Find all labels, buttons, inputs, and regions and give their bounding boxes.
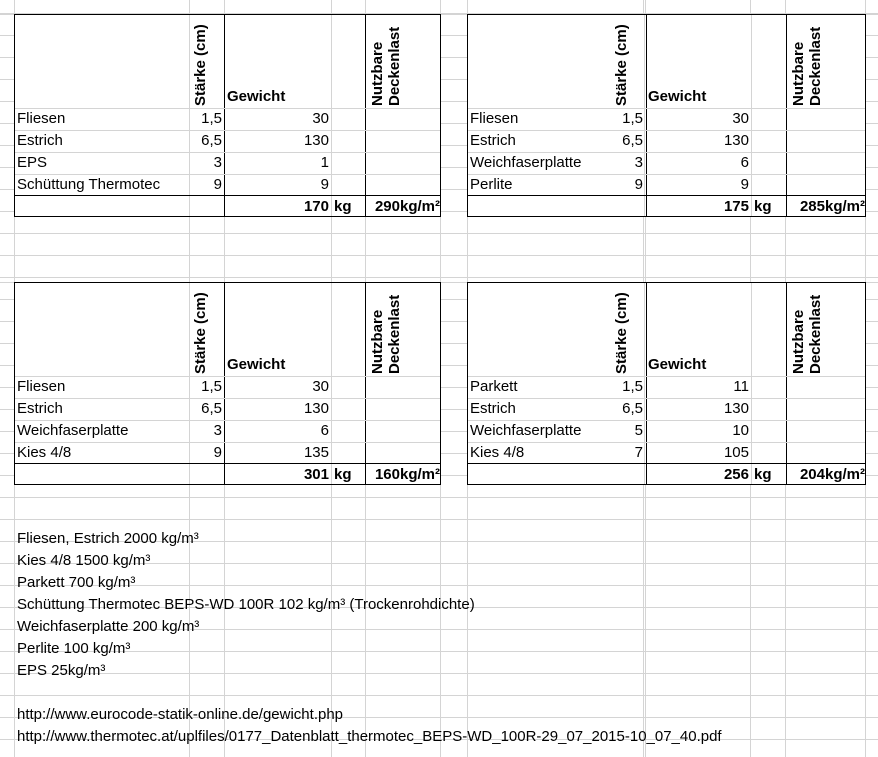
usable-load[interactable]: 290kg/m²: [374, 198, 440, 215]
total-weight[interactable]: 170: [303, 198, 329, 215]
staerke-cell[interactable]: 9: [634, 176, 643, 193]
header-deckenlast: Deckenlast: [807, 26, 824, 106]
usable-load[interactable]: 204kg/m²: [799, 466, 865, 483]
total-unit[interactable]: kg: [334, 198, 352, 215]
material-cell[interactable]: Parkett: [470, 378, 518, 395]
total-weight[interactable]: 256: [723, 466, 749, 483]
staerke-cell[interactable]: 9: [213, 444, 222, 461]
staerke-cell[interactable]: 3: [213, 422, 222, 439]
staerke-cell[interactable]: 7: [634, 444, 643, 461]
total-unit[interactable]: kg: [334, 466, 352, 483]
staerke-cell[interactable]: 6,5: [201, 400, 222, 417]
header-staerke: Stärke (cm): [613, 24, 630, 106]
density-note[interactable]: Perlite 100 kg/m³: [17, 640, 131, 657]
staerke-cell[interactable]: 1,5: [622, 378, 643, 395]
gewicht-cell[interactable]: 1: [320, 154, 329, 171]
header-deckenlast: Deckenlast: [386, 294, 403, 374]
gewicht-cell[interactable]: 130: [723, 132, 749, 149]
density-note[interactable]: Schüttung Thermotec BEPS-WD 100R 102 kg/m³ (Trockenrohdichte): [17, 596, 475, 613]
source-link[interactable]: http://www.eurocode-statik-online.de/gewicht.php: [17, 706, 344, 723]
material-cell[interactable]: Weichfaserplatte: [17, 422, 129, 439]
material-cell[interactable]: Estrich: [470, 400, 516, 417]
material-cell[interactable]: Fliesen: [17, 110, 66, 127]
material-cell[interactable]: Schüttung Thermotec: [17, 176, 161, 193]
table-2: [467, 14, 866, 217]
gewicht-cell[interactable]: 6: [320, 422, 329, 439]
density-note[interactable]: EPS 25kg/m³: [17, 662, 106, 679]
material-cell[interactable]: Estrich: [470, 132, 516, 149]
density-note[interactable]: Parkett 700 kg/m³: [17, 574, 136, 591]
gewicht-cell[interactable]: 30: [732, 110, 749, 127]
gewicht-cell[interactable]: 30: [312, 378, 329, 395]
header-deckenlast: Deckenlast: [807, 294, 824, 374]
header-deckenlast: Deckenlast: [386, 26, 403, 106]
header-nutzbare: Nutzbare: [369, 309, 386, 374]
material-cell[interactable]: Perlite: [470, 176, 513, 193]
material-cell[interactable]: Estrich: [17, 400, 63, 417]
header-staerke: Stärke (cm): [192, 292, 209, 374]
staerke-cell[interactable]: 6,5: [622, 400, 643, 417]
gewicht-cell[interactable]: 30: [312, 110, 329, 127]
gewicht-cell[interactable]: 130: [723, 400, 749, 417]
staerke-cell[interactable]: 9: [213, 176, 222, 193]
staerke-cell[interactable]: 3: [634, 154, 643, 171]
staerke-cell[interactable]: 5: [634, 422, 643, 439]
header-nutzbare: Nutzbare: [790, 309, 807, 374]
table-1: [14, 14, 441, 217]
material-cell[interactable]: EPS: [17, 154, 48, 171]
gewicht-cell[interactable]: 105: [723, 444, 749, 461]
usable-load[interactable]: 160kg/m²: [374, 466, 440, 483]
material-cell[interactable]: Estrich: [17, 132, 63, 149]
gewicht-cell[interactable]: 11: [733, 378, 749, 395]
total-unit[interactable]: kg: [754, 466, 772, 483]
total-unit[interactable]: kg: [754, 198, 772, 215]
staerke-cell[interactable]: 6,5: [201, 132, 222, 149]
gewicht-cell[interactable]: 9: [740, 176, 749, 193]
header-gewicht: Gewicht: [648, 88, 707, 105]
material-cell[interactable]: Fliesen: [17, 378, 66, 395]
table-3: [14, 282, 441, 485]
total-weight[interactable]: 175: [723, 198, 749, 215]
header-gewicht: Gewicht: [227, 88, 286, 105]
gewicht-cell[interactable]: 130: [303, 400, 329, 417]
gewicht-cell[interactable]: 135: [303, 444, 329, 461]
material-cell[interactable]: Weichfaserplatte: [470, 154, 582, 171]
density-note[interactable]: Fliesen, Estrich 2000 kg/m³: [17, 530, 199, 547]
header-nutzbare: Nutzbare: [790, 41, 807, 106]
header-nutzbare: Nutzbare: [369, 41, 386, 106]
density-note[interactable]: Kies 4/8 1500 kg/m³: [17, 552, 151, 569]
gewicht-cell[interactable]: 6: [740, 154, 749, 171]
material-cell[interactable]: Fliesen: [470, 110, 519, 127]
staerke-cell[interactable]: 6,5: [622, 132, 643, 149]
header-staerke: Stärke (cm): [192, 24, 209, 106]
staerke-cell[interactable]: 1,5: [201, 110, 222, 127]
usable-load[interactable]: 285kg/m²: [799, 198, 865, 215]
header-gewicht: Gewicht: [648, 356, 707, 373]
total-weight[interactable]: 301: [303, 466, 329, 483]
header-gewicht: Gewicht: [227, 356, 286, 373]
header-staerke: Stärke (cm): [613, 292, 630, 374]
gewicht-cell[interactable]: 10: [732, 422, 749, 439]
material-cell[interactable]: Kies 4/8: [470, 444, 525, 461]
staerke-cell[interactable]: 3: [213, 154, 222, 171]
source-link[interactable]: http://www.thermotec.at/uplfiles/0177_Datenblatt_thermotec_BEPS-WD_100R-29_07_2015-10_07_40.pdf: [17, 728, 722, 745]
density-note[interactable]: Weichfaserplatte 200 kg/m³: [17, 618, 200, 635]
gewicht-cell[interactable]: 9: [320, 176, 329, 193]
material-cell[interactable]: Kies 4/8: [17, 444, 72, 461]
table-4: [467, 282, 866, 485]
staerke-cell[interactable]: 1,5: [201, 378, 222, 395]
material-cell[interactable]: Weichfaserplatte: [470, 422, 582, 439]
gewicht-cell[interactable]: 130: [303, 132, 329, 149]
staerke-cell[interactable]: 1,5: [622, 110, 643, 127]
